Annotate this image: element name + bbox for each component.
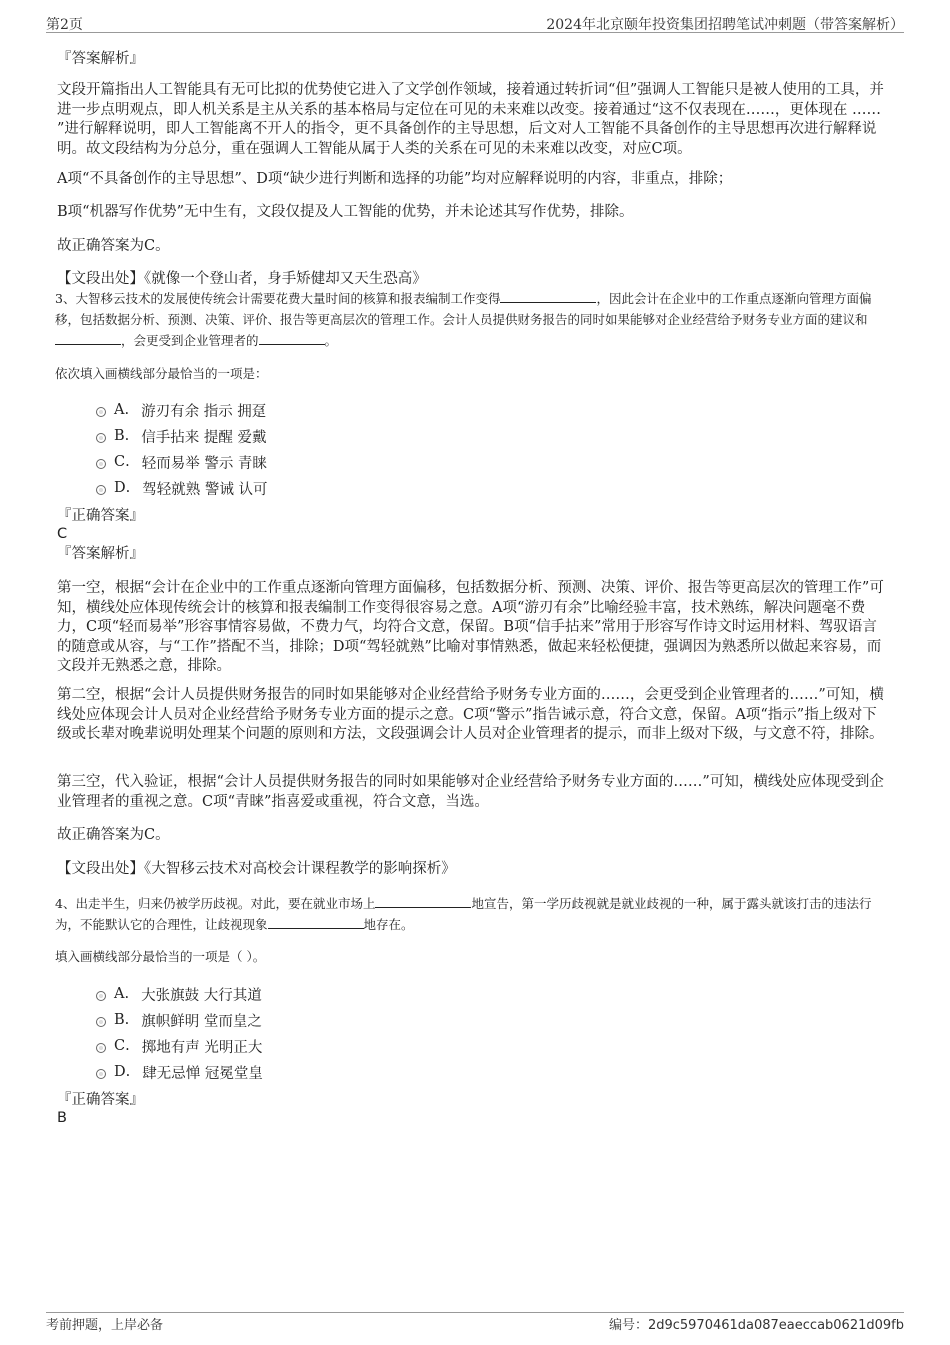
blank-line <box>55 331 121 345</box>
option-letter: D <box>114 1064 126 1080</box>
option-d[interactable]: D . 驾轻就熟 警诫 认可 <box>96 478 267 498</box>
page-number: 第2页 <box>46 17 83 33</box>
radio-icon[interactable] <box>96 459 106 469</box>
option-text: 肆无忌惮 冠冕堂皇 <box>142 1065 263 1082</box>
correct-answer: B <box>57 1110 67 1126</box>
option-d[interactable]: D . 肆无忌惮 冠冕堂皇 <box>96 1062 263 1082</box>
blank-line <box>375 894 471 908</box>
radio-icon[interactable] <box>96 1043 106 1053</box>
question-instruction: 依次填入画横线部分最恰当的一项是： <box>55 366 268 381</box>
blank-line <box>259 331 325 345</box>
radio-icon[interactable] <box>96 991 106 1001</box>
option-text: 掷地有声 光明正大 <box>141 1039 263 1056</box>
analysis-paragraph: 第二空，根据“会计人员提供财务报告的同时如果能够对企业经营给予财务专业方面的……，会更受到企业管理者的……”可知，横线处应体现会计人员对企业经营给予财务专业方面的提示之意。C项“警示”指告诫示意，符合文意，保留。A项“指示”指上级对下级或长辈对晚辈说明处理某个问题的原则和方法，文段强调会计人员对企业管理者的提示，而非上级对下级，与文意不符，排除。 <box>57 687 884 742</box>
option-text: 大张旗鼓 大行其道 <box>141 987 262 1004</box>
analysis-paragraph: 第三空，代入验证，根据“会计人员提供财务报告的同时如果能够对企业经营给予财务专业方面的……”可知，横线处应体现受到企业管理者的重视之意。C项“青睐”指喜爱或重视，符合文意，当选。 <box>57 774 884 810</box>
answer-label: 『正确答案』 <box>57 508 144 524</box>
analysis-paragraph: 文段开篇指出人工智能具有无可比拟的优势使它进入了文学创作领域，接着通过转折词“但”强调人工智能只是被人使用的工具，并进一步点明观点，即人机关系是主从关系的基本格局与定位在可见的未来难以改变。接着通过“这不仅表现在……，更体现在 …… ”进行解释说明，即人工智能离不开人的指令，更不具备创作的主导思想，后文对人工智能不具备创作的主导思想再次进行解释说明。故文段结构为分总分，重在强调人工智能从属于人类的关系在可见的未来难以改变，对应C项。 <box>57 82 884 157</box>
option-letter: B <box>114 428 125 444</box>
stem-text: 4、出走半生，归来仍被学历歧视。对此，要在就业市场上 <box>55 896 376 911</box>
radio-icon[interactable] <box>96 1069 106 1079</box>
source-citation: 【文段出处】《大智移云技术对高校会计课程教学的影响探析》 <box>57 861 456 877</box>
stem-text: 3、大智移云技术的发展使传统会计需要花费大量时间的核算和报表编制工作变得 <box>55 291 501 306</box>
option-text: 轻而易举 警示 青睐 <box>141 455 267 472</box>
option-c[interactable]: C . 轻而易举 警示 青睐 <box>96 452 267 472</box>
stem-text: 。 <box>324 333 338 348</box>
option-b[interactable]: B . 信手拈来 提醒 爱戴 <box>96 426 266 446</box>
option-letter: A <box>114 986 125 1002</box>
conclusion-text: 故正确答案为C。 <box>57 827 170 843</box>
correct-answer: C <box>57 526 68 542</box>
document-id: 编号：2d9c5970461da087eaeccab0621d09fb <box>608 1318 904 1333</box>
radio-icon[interactable] <box>96 433 106 443</box>
analysis-label: 『答案解析』 <box>57 51 144 67</box>
conclusion-text: 故正确答案为C。 <box>57 238 170 254</box>
question-3-stem <box>55 288 893 351</box>
question-4-stem <box>55 893 893 935</box>
option-text: 信手拈来 提醒 爱戴 <box>141 429 267 446</box>
question-instruction: 填入画横线部分最恰当的一项是（ ）。 <box>55 949 266 964</box>
analysis-paragraph: B项“机器写作优势”无中生有，文段仅提及人工智能的优势，并未论述其写作优势，排除。 <box>57 204 634 220</box>
header-divider <box>46 32 904 33</box>
source-citation: 【文段出处】《就像一个登山者，身手矫健却又天生恐高》 <box>57 271 427 287</box>
footer-slogan: 考前押题，上岸必备 <box>46 1318 164 1333</box>
option-c[interactable]: C . 掷地有声 光明正大 <box>96 1036 262 1056</box>
stem-text: 地宣告，第一学历歧视就是就业歧视的一种，属于露头就该打击的违法行为，不能默认它的合理性，让歧视现象 <box>55 896 872 932</box>
document-title: 2024年北京颐年投资集团招聘笔试冲刺题（带答案解析） <box>546 17 904 33</box>
option-a[interactable]: A . 游刃有余 指示 拥趸 <box>96 400 266 420</box>
option-letter: A <box>114 402 125 418</box>
option-letter: D <box>114 480 126 496</box>
option-b[interactable]: B . 旗帜鲜明 堂而皇之 <box>96 1010 262 1030</box>
blank-line <box>500 289 596 303</box>
radio-icon[interactable] <box>96 407 106 417</box>
answer-label: 『正确答案』 <box>57 1092 144 1108</box>
option-letter: B <box>114 1012 125 1028</box>
radio-icon[interactable] <box>96 485 106 495</box>
footer-divider <box>46 1312 904 1313</box>
blank-line <box>268 915 364 929</box>
stem-text: ，会更受到企业管理者的 <box>121 333 259 348</box>
stem-text: 地存在。 <box>363 917 414 932</box>
stem-text: ，因此会计在企业中的工作重点逐渐向管理方面偏移，包括数据分析、预测、决策、评价、报告等更高层次的管理工作。会计人员提供财务报告的同时如果能够对企业经营给予财务专业方面的建议和 <box>55 291 872 327</box>
option-text: 旗帜鲜明 堂而皇之 <box>141 1013 262 1030</box>
option-text: 驾轻就熟 警诫 认可 <box>142 481 268 498</box>
option-letter: C <box>114 454 126 470</box>
analysis-paragraph: 第一空，根据“会计在企业中的工作重点逐渐向管理方面偏移，包括数据分析、预测、决策、评价、报告等更高层次的管理工作”可知，横线处应体现传统会计的核算和报表编制工作变得很容易之意。A项“游刃有余”比喻经验丰富，技术熟练，解决问题毫不费力，C项“轻而易举”形容事情容易做，不费力气，均符合文意，保留。B项“信手拈来”常用于形容写作诗文时运用材料、驾驭语言的随意或从容，与“工作”搭配不当，排除；D项“驾轻就熟”比喻对事情熟悉，做起来轻松便捷，强调因为熟悉所以做起来容易，而文段并无熟悉之意，排除。 <box>57 580 884 674</box>
option-a[interactable]: A . 大张旗鼓 大行其道 <box>96 984 262 1004</box>
analysis-paragraph: A项“不具备创作的主导思想”、D项“缺少进行判断和选择的功能”均对应解释说明的内容，非重点，排除； <box>57 171 733 187</box>
radio-icon[interactable] <box>96 1017 106 1027</box>
analysis-label: 『答案解析』 <box>57 546 144 562</box>
option-text: 游刃有余 指示 拥趸 <box>141 403 267 420</box>
option-letter: C <box>114 1038 126 1054</box>
